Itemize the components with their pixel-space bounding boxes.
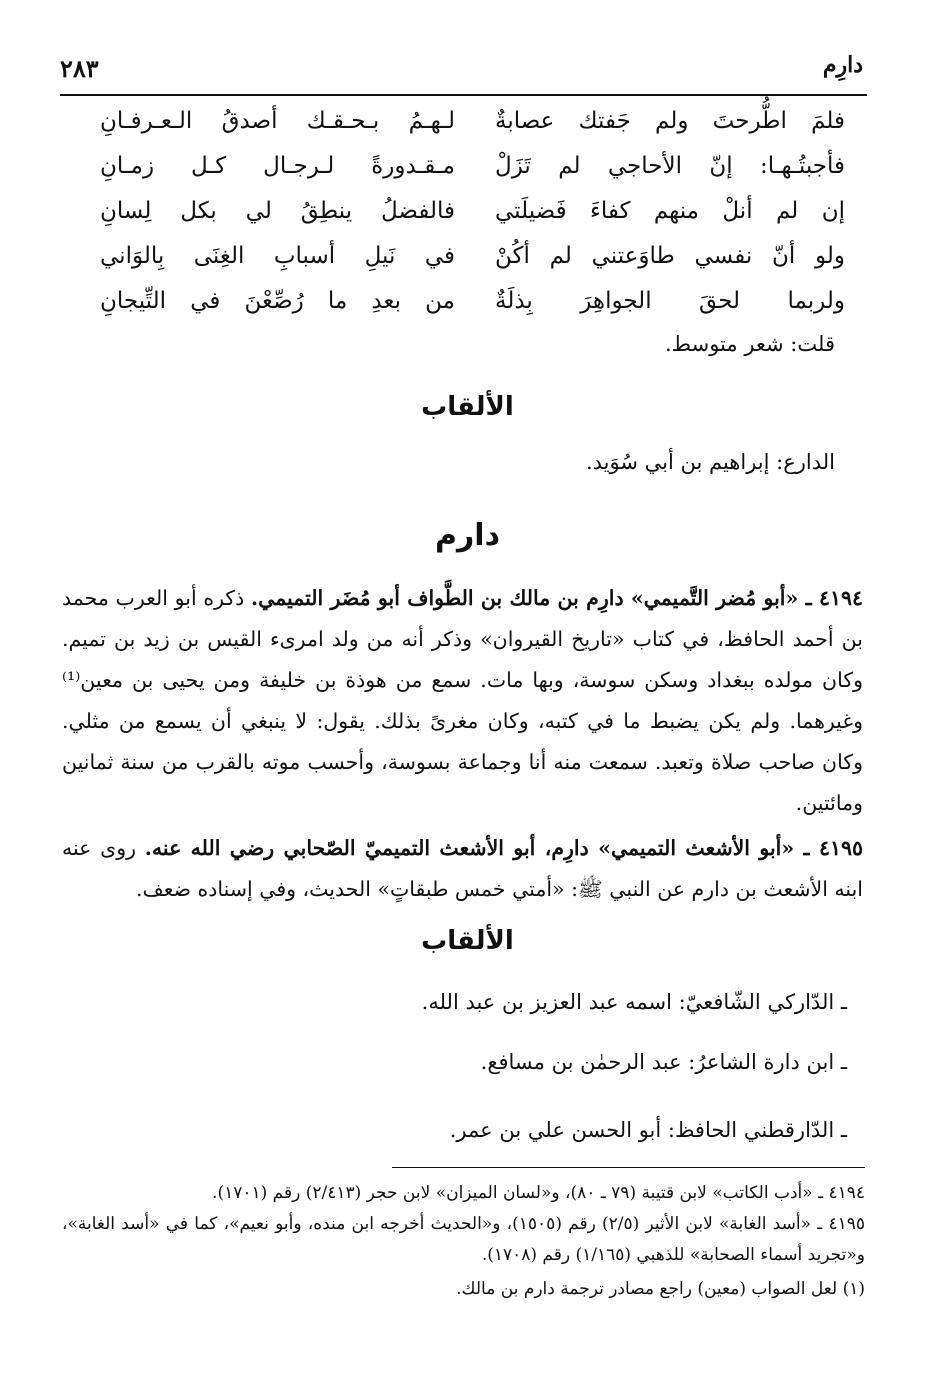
entry-4194 <box>62 578 863 824</box>
section-heading-alqab-2: الألقاب <box>421 926 514 956</box>
entry-4195-text: روى عنه ابنه الأشعث بن دارم عن النبي ﷺ: «أمتي خمس طبقاتٍ» الحديث، وفي إسناده ضعف. <box>62 836 863 901</box>
verse-second-hemistich: في نَيلِ أسبابِ الغِنَى بِالوَاني <box>100 243 455 269</box>
page-number: ٢٨٣ <box>60 54 99 83</box>
footnote: ٤١٩٤ ـ «أدب الكاتب» لابن قتيبة (٧٩ ـ ٨٠)، و«لسان الميزان» لابن حجر (٢/٤١٣) رقم (١٧٠١). <box>212 1183 865 1203</box>
alqab-entry: الدارع: إبراهيم بن أبي سُوَيد. <box>585 450 835 474</box>
header-divider <box>60 94 867 96</box>
footnote: ٤١٩٥ ـ «أسد الغابة» لابن الأثير (٢/٥) رقم (١٥٠٥)، و«الحديث أخرجه ابن منده، وأبو نعيم»، كما في «أسد الغابة»، و«تجريد أسماء الصحابة» للذهبي (١/١٦٥) رقم (١٧٠٨). <box>62 1214 865 1265</box>
poem-verse <box>80 288 845 333</box>
entry-4194-text: ذكره أبو العرب محمد بن أحمد الحافظ، في كتاب «تاريخ القيروان» وذكر أنه من ولد امرىء القيس بن زيد بن تميم. وكان مولده ببغداد وسكن سوسة، وبها مات. سمع من هوذة بن خليفة ومن يحيى بن معين⁽¹⁾ وغيرهما. ولم يكن يضبط ما في كتبه، وكان مغرىً بذلك. يقول: لا ينبغي أن يسمع من مثلي. وكان صاحب صلاة وتعبد. سمعت منه أنا وجماعة بسوسة، وأحسب موته بالقرب من سنة ثمانين ومائتين. <box>62 586 863 815</box>
poem-verse <box>80 243 845 288</box>
verse-second-hemistich: فالفضلُ ينطِقُ لي بكل لِسانِ <box>100 198 455 224</box>
verse-second-hemistich: مـقـدورةً لـرجـال كـل زمـانِ <box>100 153 455 179</box>
section-heading-darim: دارم <box>435 518 500 553</box>
running-header-title: دارِم <box>822 52 863 78</box>
verse-first-hemistich: ولو أنّ نفسي طاوَعتني لم أكُنْ <box>495 243 845 269</box>
entry-4195 <box>62 828 863 910</box>
poem-verse <box>80 153 845 198</box>
alqab-item: ـ الدّارقطني الحافظ: أبو الحسن علي بن عمر. <box>449 1118 847 1142</box>
alqab-item: ـ ابن دارة الشاعرُ: عبد الرحمٰن بن مسافع. <box>480 1050 847 1074</box>
entry-4194-lead: ٤١٩٤ ـ «أبو مُضر التَّميمي» دارِم بن مالك بن الطَّواف أبو مُضَر التميمي. <box>250 586 863 610</box>
poem-verse <box>80 198 845 243</box>
footnote-divider <box>392 1167 865 1168</box>
poem <box>80 108 845 333</box>
entry-4195-lead: ٤١٩٥ ـ «أبو الأشعث التميمي» دارِم، أبو الأشعث التميميّ الصّحابي رضي الله عنه. <box>144 836 863 860</box>
poem-note: قلت: شعر متوسط. <box>665 332 835 356</box>
poem-verse <box>80 108 845 153</box>
verse-first-hemistich: إن لم أنلْ منهم كفاءَ فَضيلَتي <box>495 198 845 224</box>
verse-second-hemistich: لـهـمُ بـحـقـك أصدقُ الـعـرفـانِ <box>100 108 455 134</box>
footnote: (١) لعل الصواب (معين) راجع مصادر ترجمة دارم بن مالك. <box>456 1279 865 1299</box>
section-heading-alqab: الألقاب <box>421 392 514 422</box>
verse-first-hemistich: فأجبتُـهـا: إنّ الأحاجي لم تَزَلْ <box>495 153 845 179</box>
verse-first-hemistich: ولربما لحقَ الجواهِرَ بِذلَةٌ <box>495 288 845 314</box>
verse-first-hemistich: فلمَ اطُّرحتَ ولم جَفتك عصابةٌ <box>495 108 845 134</box>
alqab-item: ـ الدّاركي الشّافعيّ: اسمه عبد العزيز بن عبد الله. <box>421 990 847 1014</box>
verse-second-hemistich: من بعدِ ما رُصِّعْنَ في التِّيجانِ <box>100 288 455 314</box>
